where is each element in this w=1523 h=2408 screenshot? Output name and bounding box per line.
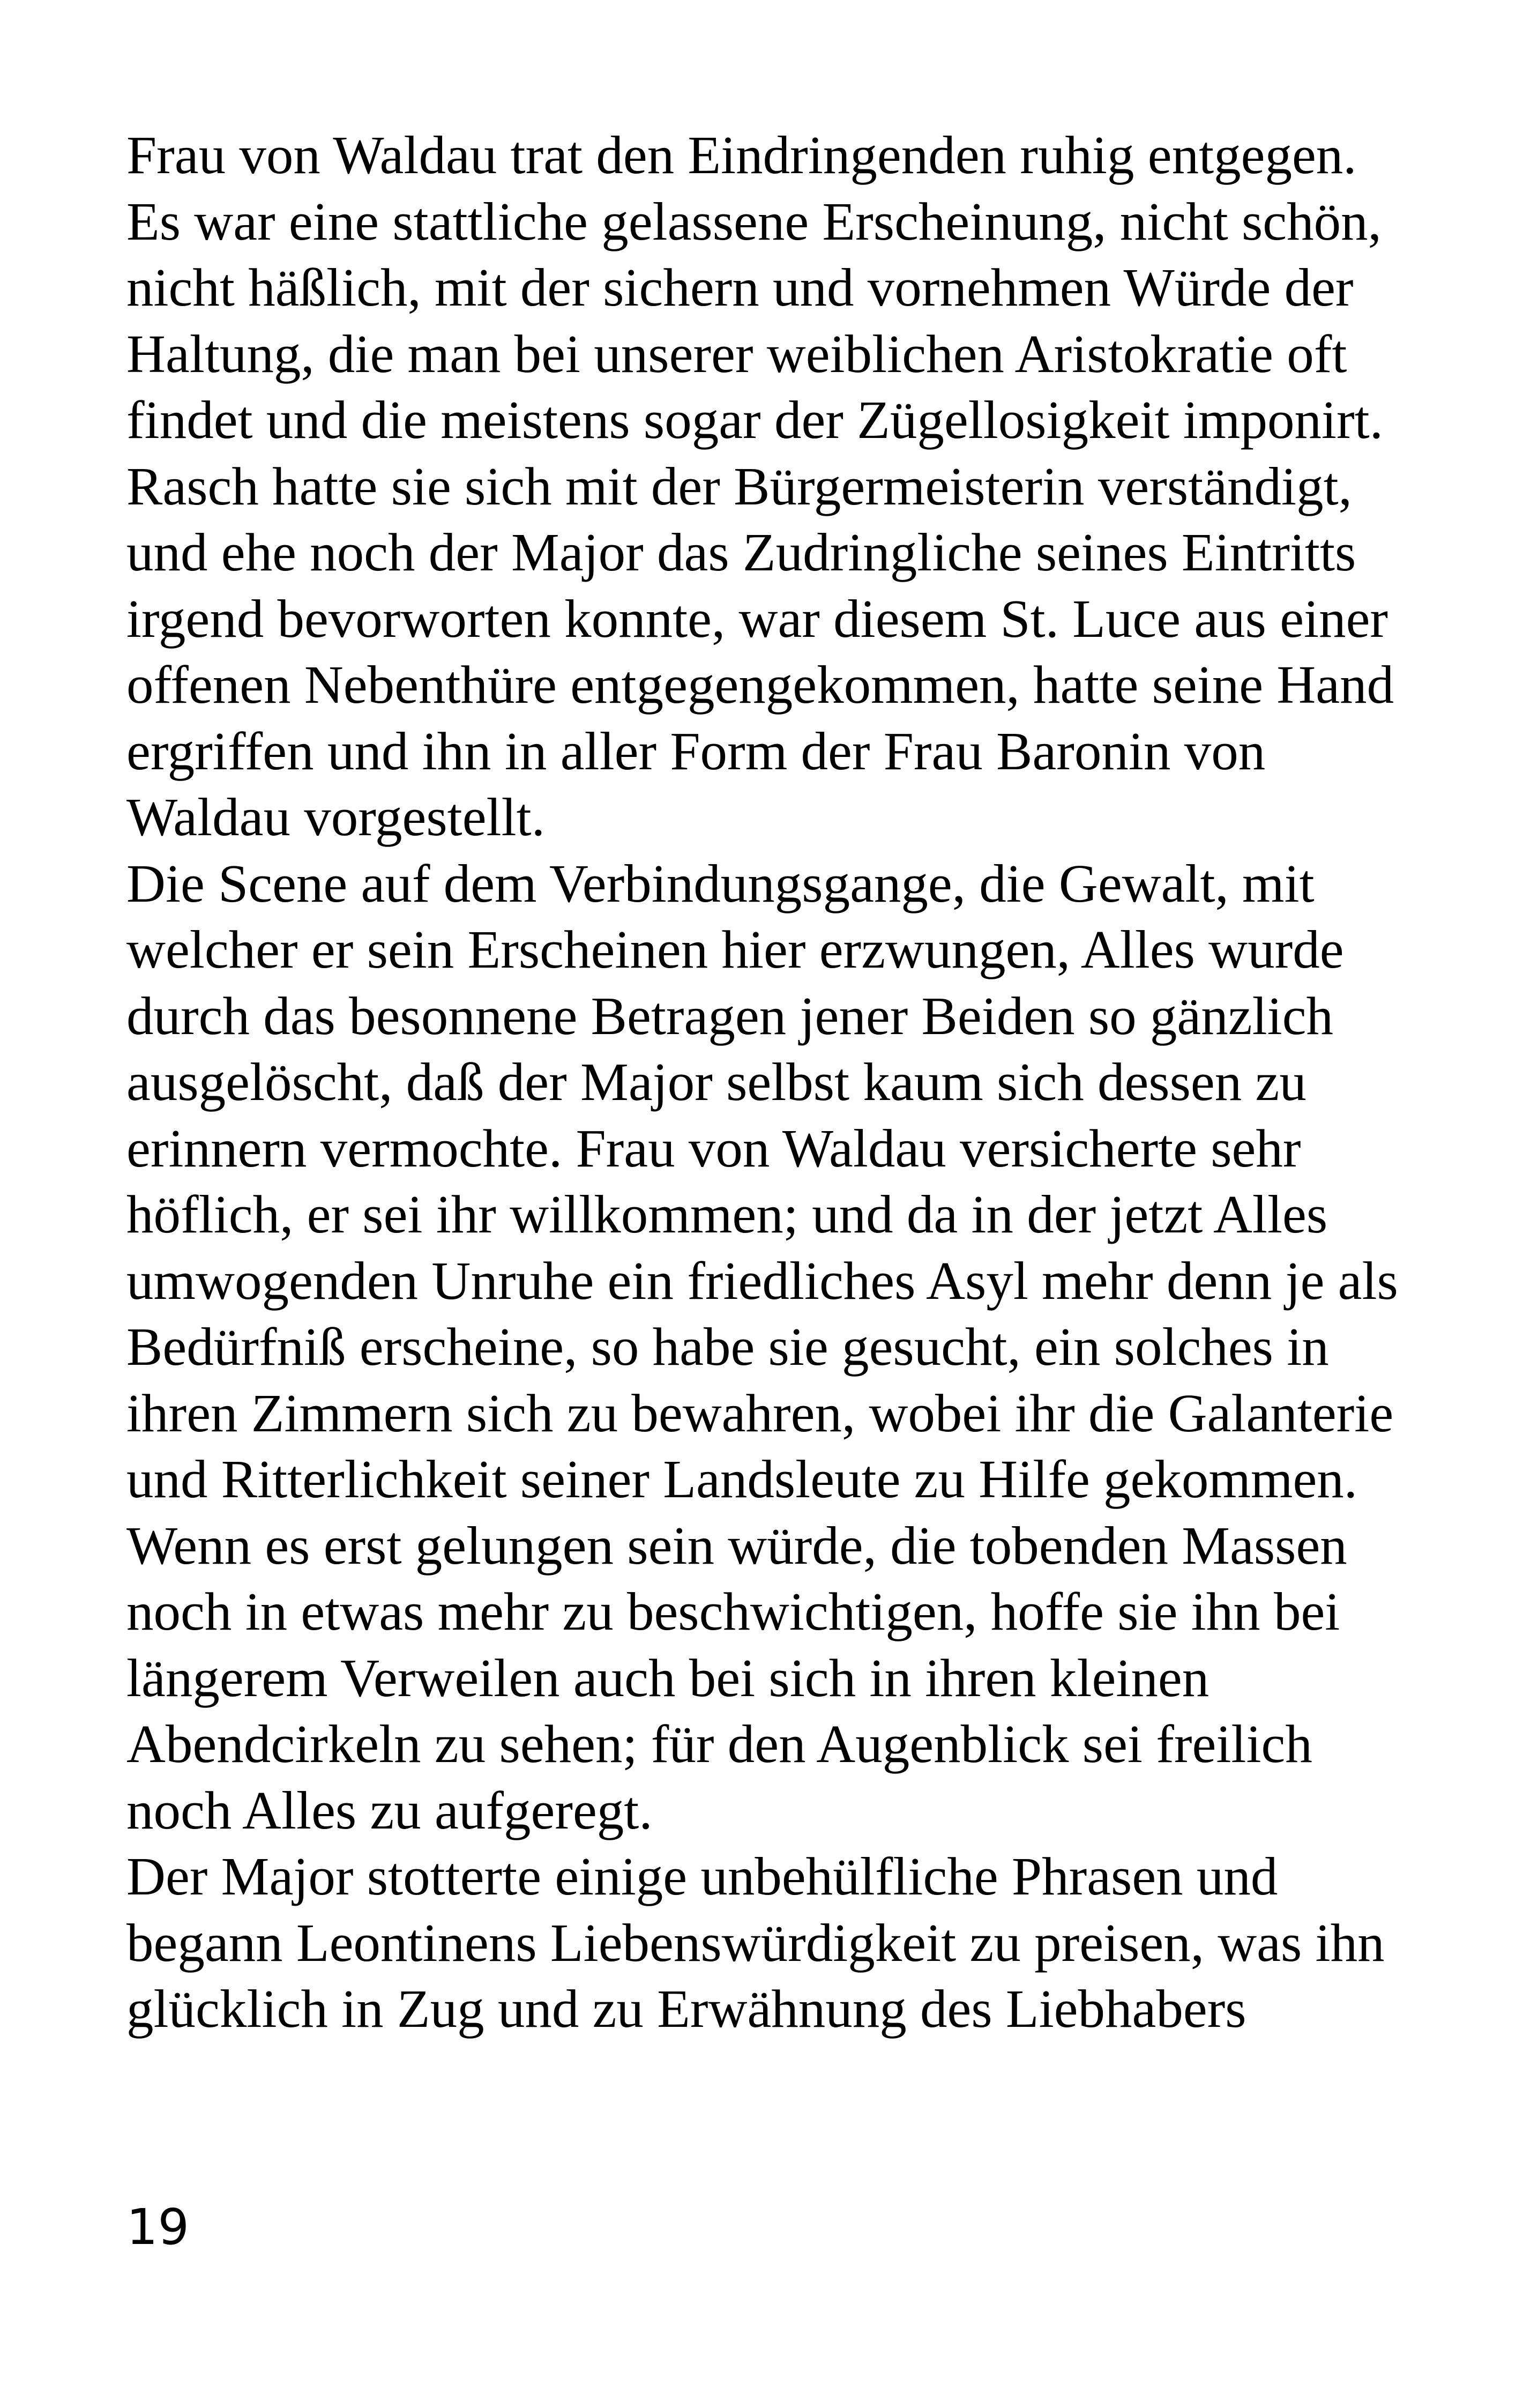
body-text bbox=[126, 122, 1423, 2042]
text-line: Wenn es erst gelungen sein würde, die tobenden Massen bbox=[126, 1515, 1347, 1575]
text-line: irgend bevorworten konnte, war diesem St. Luce aus einer bbox=[126, 588, 1388, 649]
page-number: 19 bbox=[126, 2198, 190, 2256]
text-line: findet und die meistens sogar der Zügellosigkeit imponirt. bbox=[126, 390, 1383, 450]
text-line: Rasch hatte sie sich mit der Bürgermeisterin verständigt, bbox=[126, 456, 1352, 516]
text-line: Abendcirkeln zu sehen; für den Augenblick sei freilich bbox=[126, 1714, 1312, 1774]
text-line: und ehe noch der Major das Zudringliche seines Eintritts bbox=[126, 522, 1356, 582]
text-line: welcher er sein Erscheinen hier erzwungen, Alles wurde bbox=[126, 919, 1344, 979]
text-line: ausgelöscht, daß der Major selbst kaum sich dessen zu bbox=[126, 1052, 1307, 1112]
text-line: offenen Nebenthüre entgegengekommen, hatte seine Hand bbox=[126, 655, 1394, 715]
text-line: noch Alles zu aufgeregt. bbox=[126, 1780, 653, 1840]
text-line: ergriffen und ihn in aller Form der Frau Baronin von bbox=[126, 720, 1266, 781]
text-line: ihren Zimmern sich zu bewahren, wobei ihr die Galanterie bbox=[126, 1383, 1394, 1443]
text-line: und Ritterlichkeit seiner Landsleute zu Hilfe gekommen. bbox=[126, 1449, 1358, 1509]
text-line: erinnern vermochte. Frau von Waldau versicherte sehr bbox=[126, 1118, 1301, 1178]
text-line: Waldau vorgestellt. bbox=[126, 787, 545, 847]
text-line: Der Major stotterte einige unbehülfliche Phrasen und bbox=[126, 1846, 1278, 1906]
text-line: noch in etwas mehr zu beschwichtigen, hoffe sie ihn bei bbox=[126, 1581, 1340, 1641]
text-line: Frau von Waldau trat den Eindringenden ruhig entgegen. bbox=[126, 125, 1357, 185]
text-line: umwogenden Unruhe ein friedliches Asyl mehr denn je als bbox=[126, 1250, 1398, 1311]
text-line: glücklich in Zug und zu Erwähnung des Liebhabers bbox=[126, 1979, 1246, 2039]
text-line: Haltung, die man bei unserer weiblichen Aristokratie oft bbox=[126, 323, 1347, 384]
text-line: nicht häßlich, mit der sichern und vornehmen Würde der bbox=[126, 257, 1354, 317]
text-line: Bedürfniß erscheine, so habe sie gesucht, ein solches in bbox=[126, 1317, 1329, 1377]
text-line: durch das besonnene Betragen jener Beiden so gänzlich bbox=[126, 985, 1334, 1046]
text-line: Es war eine stattliche gelassene Erscheinung, nicht schön, bbox=[126, 191, 1382, 251]
text-line: längerem Verweilen auch bei sich in ihren kleinen bbox=[126, 1647, 1210, 1708]
text-line: höflich, er sei ihr willkommen; und da in der jetzt Alles bbox=[126, 1184, 1328, 1244]
text-line: Die Scene auf dem Verbindungsgange, die Gewalt, mit bbox=[126, 853, 1315, 913]
text-line: begann Leontinens Liebenswürdigkeit zu preisen, was ihn bbox=[126, 1912, 1385, 1973]
